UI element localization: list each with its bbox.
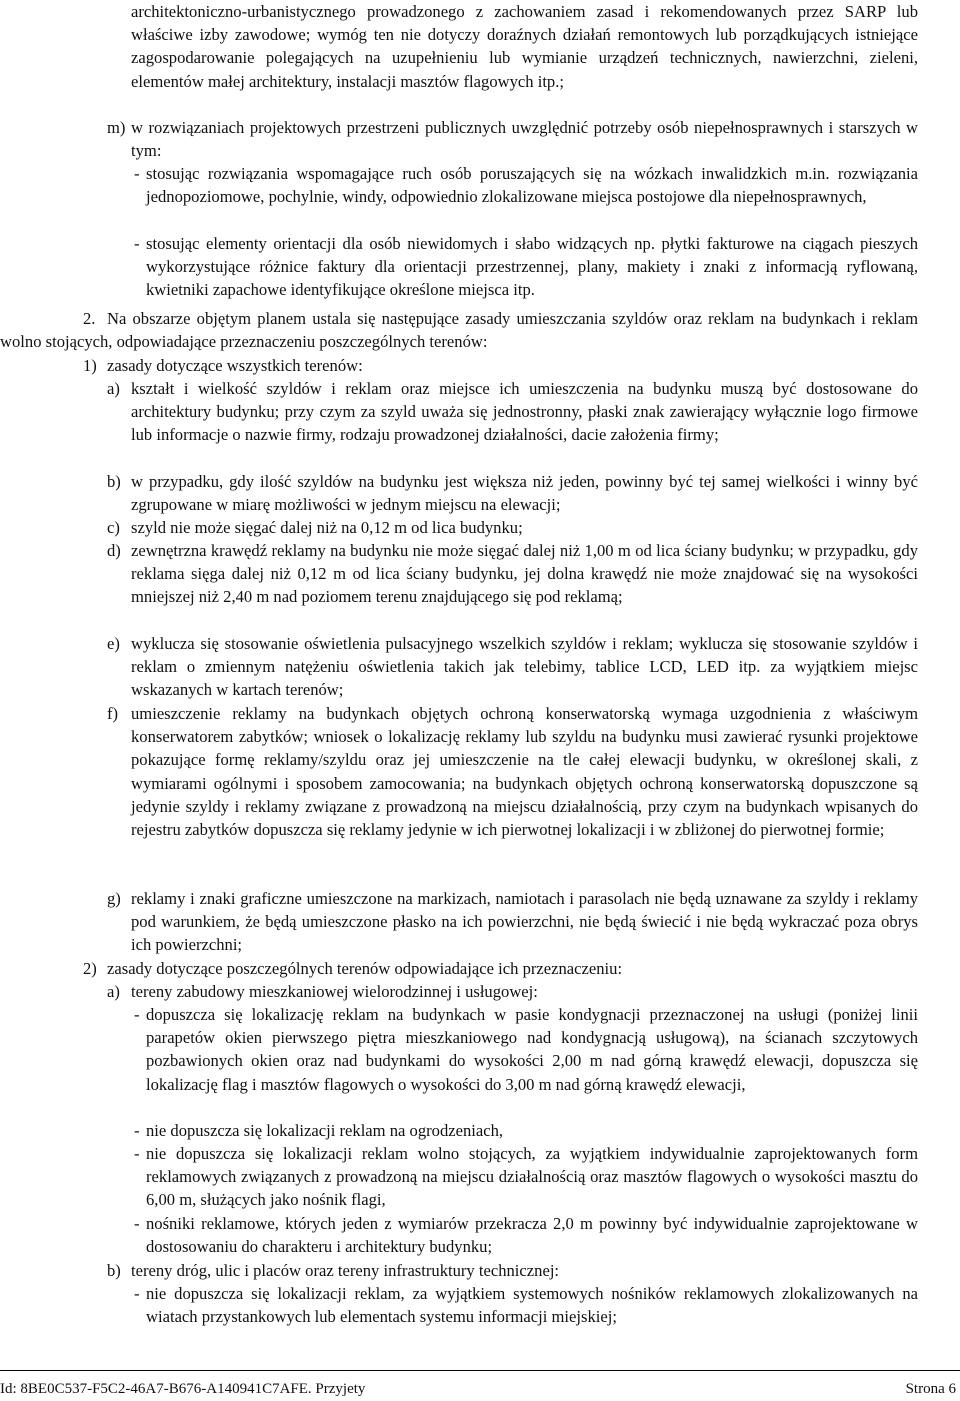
item-label: 2.: [83, 309, 96, 328]
paragraph: w przypadku, gdy ilość szyldów na budynku jest większa niż jeden, powinny być tej samej wielkości i winny być zgrupowane w miarę możliwości w jednym miejscu na elewacji;: [131, 472, 918, 515]
dash-label: -: [134, 234, 140, 253]
item-label: a): [107, 379, 120, 398]
item-label: 2): [83, 959, 97, 978]
paragraph: nie dopuszcza się lokalizacji reklam na ogrodzeniach,: [146, 1121, 504, 1140]
paragraph: zasady dotyczące wszystkich terenów:: [107, 356, 363, 375]
paragraph: kształt i wielkość szyldów i reklam oraz miejsce ich umieszczenia na budynku muszą być dostosowane do architektury budynku; przy czym za szyld uważa się jednostronny, płaski znak zawierający wyłącznie logo firmowe lub informacje o nazwie firmy, rodzaju prowadzonej działalności, dacie założenia firmy;: [131, 379, 918, 445]
paragraph: nośniki reklamowe, których jeden z wymiarów przekracza 2,0 m powinny być indywidualnie zaprojektowane w dostosowaniu do charakteru i architektury budynku;: [146, 1214, 918, 1257]
paragraph: umieszczenie reklamy na budynkach objętych ochroną konserwatorską wymaga uzgodnienia z właściwym konserwatorem zabytków; wniosek o lokalizację reklamy lub szyldu na budynku musi zawierać rysunki projektowe pokazujące formę reklamy/szyldu oraz jej umieszczenie na tle całej elewacji budynku, w określonej skali, z wymiarami ogólnymi i sposobem zamocowania; na budynkach objętych ochroną konserwatorską dopuszczone są jedynie szyldy i reklamy związane z prowadzoną na miejscu działalnością, przy czym na budynkach wpisanych do rejestru zabytków dopuszcza się reklamy jedynie w ich pierwotnej lokalizacji i w zbliżonej do pierwotnej formie;: [131, 704, 918, 840]
paragraph: stosując elementy orientacji dla osób niewidomych i słabo widzących np. płytki fakturowe na ciągach pieszych wykorzystujące różnice faktury dla orientacji przestrzennej, plany, makiety i znaki z informacją ryflowaną, kwietniki zapachowe identyfikujące określone miejsca itp.: [146, 234, 918, 300]
dash-label: -: [134, 1005, 140, 1024]
item-label: a): [107, 982, 120, 1001]
paragraph: tereny zabudowy mieszkaniowej wielorodzinnej i usługowej:: [131, 982, 538, 1001]
footer-divider: [0, 1370, 960, 1371]
item-label: e): [107, 634, 120, 653]
dash-label: -: [134, 1144, 140, 1163]
item-label: b): [107, 472, 121, 491]
paragraph: nie dopuszcza się lokalizacji reklam, za wyjątkiem systemowych nośników reklamowych zlokalizowanych na wiatach przystankowych lub elementach systemu informacji miejskiej;: [146, 1284, 918, 1327]
item-label: c): [107, 518, 120, 537]
dash-label: -: [134, 1214, 140, 1233]
item-label: f): [107, 704, 119, 723]
paragraph: architektoniczno-urbanistycznego prowadzonego z zachowaniem zasad i rekomendowanych przez SARP lub właściwe izby zawodowe; wymóg ten nie dotyczy doraźnych działań remontowych lub porządkujących istniejące zagospodarowanie polegających na uzupełnieniu lub wymianie urządzeń technicznych, nawierzchni, zieleni, elementów małej architektury, instalacji masztów flagowych itp.;: [131, 2, 918, 91]
paragraph: zasady dotyczące poszczególnych terenów odpowiadające ich przeznaczeniu:: [107, 959, 623, 978]
item-label: m): [107, 118, 126, 137]
paragraph: dopuszcza się lokalizację reklam na budynkach w pasie kondygnacji przeznaczonej na usługi (poniżej linii parapetów okien pierwszego piętra mieszkaniowego nad kondygnacją usługową), na ścianach szczytowych pozbawionych okien oraz nad budynkami do wysokości 2,00 m nad górną krawędź elewacji, dopuszcza się lokalizację flag i masztów flagowych o wysokości do 3,00 m nad górną krawędź elewacji,: [146, 1005, 918, 1094]
document-id: Id: 8BE0C537-F5C2-46A7-B676-A140941C7AFE. Przyjety: [0, 1381, 366, 1397]
paragraph: zewnętrzna krawędź reklamy na budynku nie może sięgać dalej niż 1,00 m od lica ściany budynku; w przypadku, gdy reklama sięga dalej niż 0,12 m od lica ściany budynku, jej dolna krawędź nie może znajdować się na wysokości mniejszej niż 2,40 m nad poziomem terenu znajdującego się pod reklamą;: [131, 541, 918, 607]
item-label: g): [107, 889, 121, 908]
paragraph: stosując rozwiązania wspomagające ruch osób poruszających się na wózkach inwalidzkich m.in. rozwiązania jednopoziomowe, pochylnie, windy, odpowiednio zlokalizowane miejsca postojowe dla niepełnosprawnych,: [146, 164, 918, 207]
dash-label: -: [134, 164, 140, 183]
dash-label: -: [134, 1284, 140, 1303]
paragraph: w rozwiązaniach projektowych przestrzeni publicznych uwzględnić potrzeby osób niepełnosprawnych i starszych w tym:: [131, 118, 918, 161]
paragraph: Na obszarze objętym planem ustala się następujące zasady umieszczania szyldów oraz reklam na budynkach i reklam wolno stojących, odpowiadające przeznaczeniu poszczególnych terenów:: [0, 309, 918, 352]
paragraph: reklamy i znaki graficzne umieszczone na markizach, namiotach i parasolach nie będą uznawane za szyldy i reklamy pod warunkiem, że będą umieszczone płasko na ich powierzchni, nie będą świecić i nie będą wykraczać poza obrys ich powierzchni;: [131, 889, 918, 955]
paragraph: nie dopuszcza się lokalizacji reklam wolno stojących, za wyjątkiem indywidualnie zaprojektowanych form reklamowych związanych z prowadzoną na miejscu działalnością oraz masztów flagowych o wysokości masztu do 6,00 m, służących jako nośnik flagi,: [146, 1144, 918, 1210]
paragraph: wyklucza się stosowanie oświetlenia pulsacyjnego wszelkich szyldów i reklam; wyklucza się stosowanie szyldów i reklam o zmiennym natężeniu oświetlenia takich jak telebimy, tablice LCD, LED itp. za wyjątkiem miejsc wskazanych w kartach terenów;: [131, 634, 918, 700]
item-label: d): [107, 541, 121, 560]
dash-label: -: [134, 1121, 140, 1140]
item-label: 1): [83, 356, 97, 375]
paragraph: szyld nie może sięgać dalej niż na 0,12 m od lica budynku;: [131, 518, 523, 537]
item-label: b): [107, 1261, 121, 1280]
page-number: Strona 6: [905, 1381, 956, 1397]
paragraph: tereny dróg, ulic i placów oraz tereny infrastruktury technicznej:: [131, 1261, 560, 1280]
